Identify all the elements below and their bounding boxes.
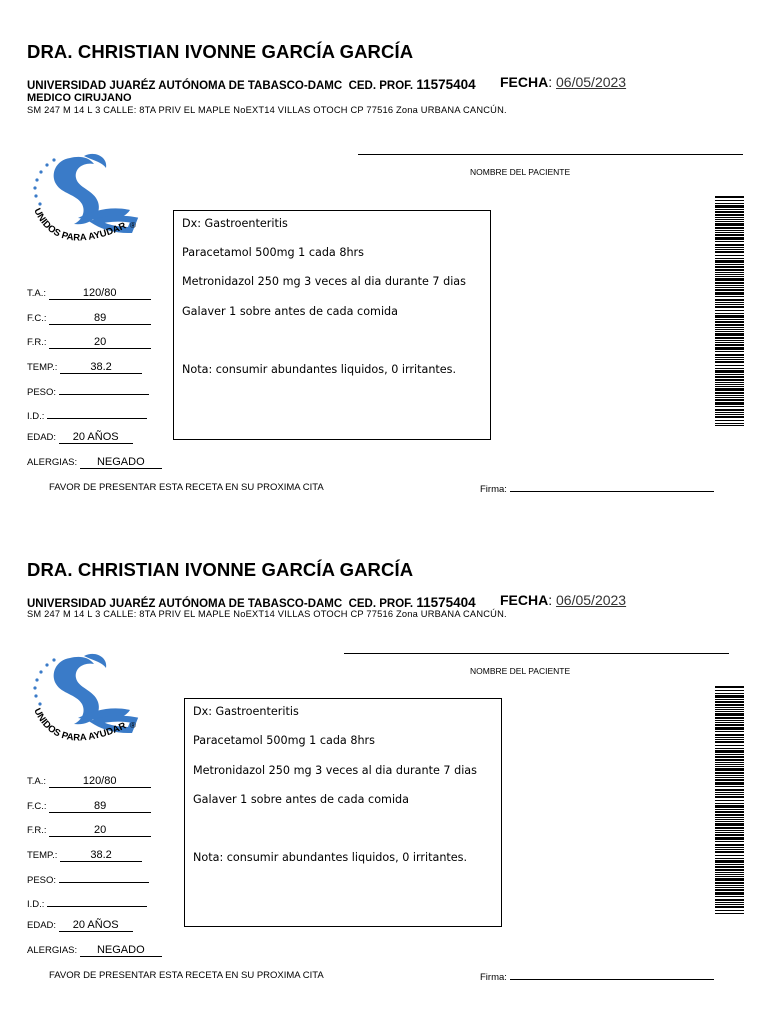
barcode-bar [715,814,744,816]
date-field: FECHA: 06/05/2023 [500,74,627,90]
barcode-bar [715,209,744,210]
vital-temp: TEMP.: 38.2 [27,849,142,863]
rx-note: Nota: consumir abundantes liquidos, 0 irritantes. [182,363,457,376]
vital-id: I.D.: [27,408,147,422]
barcode-bar [715,241,744,242]
barcode-bar [715,374,744,375]
patient-name-label: NOMBRE DEL PACIENTE [470,666,571,676]
barcode-bar [715,232,744,233]
barcode-bar [715,821,744,822]
barcode-bar [715,827,744,829]
barcode-bar [715,775,744,776]
barcode-bar [715,902,744,903]
doctor-name: DRA. CHRISTIAN IVONNE GARCÍA GARCÍA [27,559,414,580]
barcode-bar [715,855,744,856]
barcode-bar [715,324,744,326]
barcode-bar [715,720,744,721]
barcode-bar [715,205,744,208]
barcode-bar [715,365,744,366]
vital-value[interactable]: NEGADO [80,944,162,957]
vital-ta: T.A.: 120/80 [27,775,151,789]
barcode-bar [715,414,744,415]
prescription-2 [0,518,768,1018]
barcode-bar [715,695,744,698]
barcode-bar [715,711,744,712]
rx-line: Paracetamol 500mg 1 cada 8hrs [182,246,364,259]
barcode-bar [715,313,744,314]
vital-edad: EDAD: 20 AÑOS [27,919,133,933]
vital-edad: EDAD: 20 AÑOS [27,431,133,445]
barcode-bar [715,858,744,859]
barcode-bar [715,772,744,774]
barcode-bar [715,264,744,265]
vital-value[interactable] [59,872,149,883]
barcode-bar [715,354,744,356]
barcode-bar [715,766,744,767]
barcode-bar [715,234,744,236]
rx-line: Galaver 1 sobre antes de cada comida [193,793,410,806]
barcode-bar [715,906,744,908]
vital-fc: F.C.: 89 [27,800,151,814]
ced-number: 11575404 [416,77,476,92]
barcode-bar [715,849,744,850]
vital-value[interactable]: 38.2 [60,361,142,374]
vital-value[interactable]: 20 [49,336,151,349]
barcode-bar [715,392,744,394]
barcode-bar [715,872,744,873]
date-field: FECHA: 06/05/2023 [500,592,627,608]
barcode-bar [715,904,744,905]
date-value: 06/05/2023 [556,592,627,608]
vital-peso: PESO: [27,872,149,886]
vital-alergias: ALERGIAS: NEGADO [27,944,162,958]
barcode-bar [715,832,744,833]
logo-text: UNIDOS PARA AYUDAR [31,206,128,244]
vital-value[interactable] [47,896,147,907]
barcode-bar [715,217,744,218]
barcode-bar [715,211,744,213]
vital-value[interactable] [59,384,149,395]
signature-line [510,482,714,492]
barcode [715,196,744,426]
barcode-bar [715,899,744,901]
prescription-box[interactable] [173,210,491,440]
barcode-bar [715,310,744,311]
university-line [27,595,476,610]
barcode-bar [715,789,744,791]
patient-name-label: NOMBRE DEL PACIENTE [470,167,571,177]
barcode-bar [715,792,744,793]
barcode-bar [715,882,744,884]
barcode-bar [715,834,744,836]
ced-number: 11575404 [416,595,476,610]
doctor-name: DRA. CHRISTIAN IVONNE GARCÍA GARCÍA [27,41,414,62]
barcode-bar [715,707,744,708]
barcode-bar [715,699,744,700]
barcode-bar [715,690,744,691]
barcode-bar [715,304,744,305]
barcode-bar [715,230,744,231]
rx-line: Metronidazol 250 mg 3 veces al dia durante 7 dias [182,275,466,288]
barcode-bar [715,727,744,730]
prescription-1 [0,0,768,500]
barcode-bar [715,258,744,259]
barcode-bar [715,830,744,831]
registered-mark: ® [130,721,136,730]
barcode-bar [715,285,744,286]
barcode-bar [715,779,744,781]
barcode-bar [715,704,744,706]
vital-value[interactable]: 89 [49,800,151,813]
barcode-bar [715,847,744,848]
barcode-bar [715,851,744,853]
barcode-bar [715,739,744,740]
barcode-bar [715,260,744,263]
date-value: 06/05/2023 [556,74,627,90]
vital-fr: F.R.: 20 [27,336,151,350]
barcode-bar [715,762,744,763]
barcode-bar [715,351,744,352]
barcode-bar [715,420,744,421]
barcode-bar [715,196,744,198]
barcode-bar [715,292,744,295]
signature-line [510,970,714,980]
barcode-bar [715,864,744,865]
barcode-bar [715,745,744,746]
barcode-bar [715,701,744,703]
barcode-bar [715,800,744,801]
barcode-bar [715,837,744,840]
unidos-para-ayudar-logo [26,648,146,758]
vital-value[interactable]: 120/80 [49,775,151,788]
barcode-bar [715,717,744,719]
vital-value[interactable]: 20 [49,824,151,837]
barcode-bar [715,333,744,336]
vital-fr: F.R.: 20 [27,824,151,838]
barcode-bar [715,337,744,339]
barcode-bar [715,416,744,418]
vital-value[interactable]: NEGADO [80,456,162,469]
logo-text: UNIDOS PARA AYUDAR [31,706,128,744]
barcode-bar [715,219,744,220]
university-name: UNIVERSIDAD JUARÉZ AUTÓNOMA DE TABASCO-DAMC [27,80,343,92]
rx-note: Nota: consumir abundantes liquidos, 0 irritantes. [193,851,468,864]
barcode-bar [715,269,744,271]
barcode-bar [715,278,744,281]
vital-value[interactable]: 120/80 [49,287,151,300]
barcode-bar [715,395,744,396]
barcode-bar [715,869,744,871]
barcode-bar [715,272,744,273]
barcode-bar [715,794,744,795]
barcode-bar [715,382,744,383]
specialty: MEDICO CIRUJANO [27,92,132,104]
address: SM 247 M 14 L 3 CALLE: 8TA PRIV EL MAPLE NoEXT14 VILLAS OTOCH CP 77516 Zona URBANA CANCÚN. [27,105,507,115]
barcode-bar [715,885,744,886]
barcode-bar [715,274,744,275]
barcode-bar [715,384,744,385]
barcode-bar [715,306,744,308]
barcode-bar [715,397,744,398]
barcode-bar [715,237,744,240]
barcode-bar [715,251,744,253]
date-label: FECHA [500,74,549,90]
barcode-bar [715,399,744,401]
barcode-bar [715,805,744,808]
barcode-bar [715,327,744,328]
barcode-bar [715,713,744,716]
barcode-bar [715,331,744,332]
barcode-bar [715,388,744,391]
barcode-bar [715,244,744,246]
signature-field[interactable] [480,970,714,983]
barcode-bar [715,379,744,381]
barcode-bar [715,302,744,303]
ced-label: CED. PROF. [348,80,414,92]
barcode-bar [715,249,744,250]
barcode-bar [715,200,744,201]
rx-line: Galaver 1 sobre antes de cada comida [182,305,399,318]
barcode-bar [715,874,744,875]
barcode-bar [715,386,744,387]
barcode-bar [715,315,744,318]
barcode-bar [715,809,744,810]
barcode-bar [715,889,744,891]
barcode-bar [715,357,744,358]
vital-fc: F.C.: 89 [27,312,151,326]
barcode-bar [715,402,744,405]
vital-alergias: ALERGIAS: NEGADO [27,456,162,470]
vital-value[interactable] [47,408,147,419]
signature-label: Firma: [480,484,507,495]
barcode-bar [715,223,744,226]
barcode-bar [715,266,744,268]
barcode-bar [715,796,744,798]
barcode-bar [715,754,744,755]
barcode-bar [715,361,744,363]
vital-peso: PESO: [27,384,149,398]
address: SM 247 M 14 L 3 CALLE: 8TA PRIV EL MAPLE NoEXT14 VILLAS OTOCH CP 77516 Zona URBANA CANCÚN. [27,609,507,619]
vital-value[interactable]: 20 AÑOS [59,919,133,932]
barcode-bar [715,214,744,216]
barcode-bar [715,370,744,373]
barcode-bar [715,759,744,761]
barcode-bar [715,221,744,222]
vital-temp: TEMP.: 38.2 [27,361,142,375]
barcode-bar [715,412,744,413]
barcode-bar [715,866,744,868]
barcode-bar [715,748,744,749]
vital-value[interactable]: 20 AÑOS [59,431,133,444]
barcode-bar [715,819,744,820]
barcode-bar [715,756,744,758]
barcode-bar [715,782,744,785]
barcode-bar [715,841,744,842]
barcode-bar [715,887,744,888]
barcode-bar [715,741,744,743]
barcode-bar [715,359,744,360]
barcode-bar [715,734,744,736]
date-label: FECHA [500,592,549,608]
barcode-bar [715,878,744,881]
barcode-bar [715,347,744,350]
registered-mark: ® [130,221,136,230]
barcode-bar [715,287,744,288]
rx-line: Metronidazol 250 mg 3 veces al dia durante 7 dias [193,764,477,777]
barcode-bar [715,409,744,411]
barcode-bar [715,811,744,813]
rx-line: Dx: Gastroenteritis [182,217,288,230]
barcode-bar [715,823,744,826]
barcode-bar [715,764,744,765]
barcode-bar [715,750,744,753]
vital-ta: T.A.: 120/80 [27,287,151,301]
barcode-bar [715,709,744,710]
barcode-bar [715,342,744,343]
university-line [27,77,476,92]
rx-line: Dx: Gastroenteritis [193,705,299,718]
barcode-bar [715,289,744,291]
barcode-bar [715,896,744,897]
barcode-bar [715,786,744,787]
barcode-bar [715,777,744,778]
barcode-bar [715,693,744,694]
barcode-bar [715,299,744,301]
prescription-box[interactable] [184,698,502,927]
barcode-bar [715,913,744,914]
barcode-bar [715,321,744,323]
barcode-bar [715,425,744,426]
barcode-bar [715,344,744,346]
barcode-bar [715,368,744,369]
barcode-bar [715,329,744,330]
barcode-bar [715,686,744,688]
barcode-bar [715,910,744,911]
patient-name-line[interactable] [344,653,729,654]
vital-value[interactable]: 38.2 [60,849,142,862]
barcode-bar [715,731,744,732]
patient-name-line[interactable] [358,154,743,155]
barcode-bar [715,737,744,738]
barcode-bar [715,768,744,771]
barcode-bar [715,876,744,877]
unidos-para-ayudar-logo [26,148,146,258]
barcode-bar [715,817,744,818]
barcode-bar [715,892,744,895]
vital-id: I.D.: [27,896,147,910]
barcode-bar [715,203,744,204]
barcode-bar [715,276,744,277]
ced-label: CED. PROF. [348,598,414,610]
barcode-bar [715,423,744,424]
signature-field[interactable] [480,482,714,495]
university-name: UNIVERSIDAD JUARÉZ AUTÓNOMA DE TABASCO-DAMC [27,598,343,610]
signature-label: Firma: [480,972,507,983]
footer-note: FAVOR DE PRESENTAR ESTA RECETA EN SU PROXIMA CITA [49,970,324,981]
barcode-bar [715,406,744,407]
barcode-bar [715,844,744,846]
barcode-bar [715,227,744,229]
barcode [715,686,744,914]
barcode-bar [715,376,744,378]
barcode-bar [715,860,744,863]
barcode-bar [715,255,744,256]
barcode-bar [715,247,744,248]
rx-line: Paracetamol 500mg 1 cada 8hrs [193,734,375,747]
barcode-bar [715,724,744,726]
vital-value[interactable]: 89 [49,312,151,325]
barcode-bar [715,319,744,320]
barcode-bar [715,722,744,723]
footer-note: FAVOR DE PRESENTAR ESTA RECETA EN SU PROXIMA CITA [49,482,324,493]
barcode-bar [715,282,744,284]
barcode-bar [715,340,744,341]
barcode-bar [715,296,744,297]
barcode-bar [715,803,744,804]
